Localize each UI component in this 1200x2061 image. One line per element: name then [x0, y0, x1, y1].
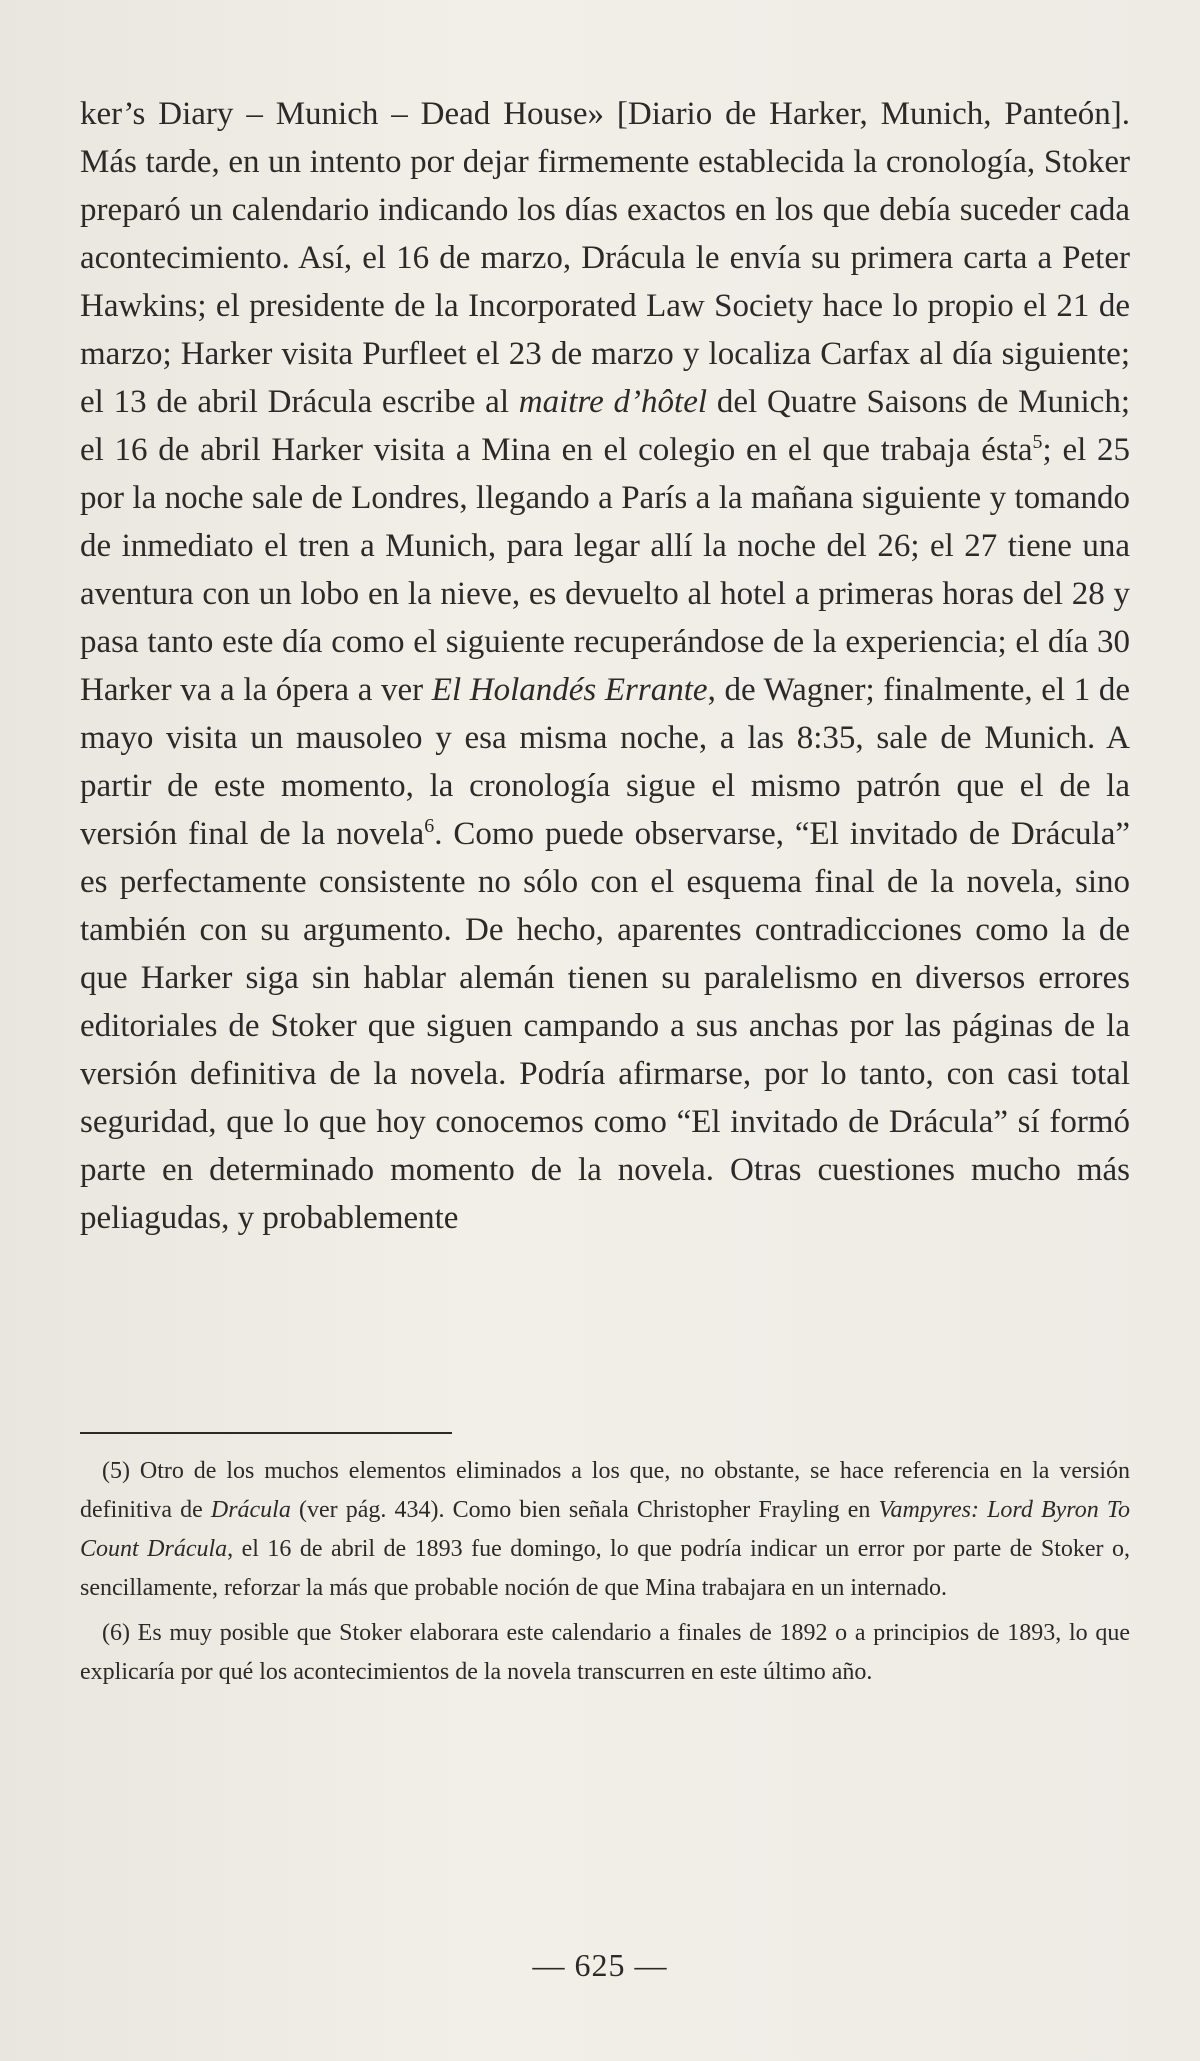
footnote-ref-6: 6	[424, 815, 435, 837]
footnote-6: (6) Es muy posible que Stoker elaborara este calendario a finales de 1892 o a principios de 1893, lo que explicaría por qué los acontecimientos de la novela transcurren en este último año.	[80, 1620, 1130, 1685]
italic-title: Drácula	[210, 1497, 291, 1523]
body-text-segment: . Como puede observarse, “El invitado de Drácula” es perfectamente consistente no sólo con el esquema final de la novela, sino también con su argumento. De hecho, aparentes contradicciones como la de que Harker siga sin hablar alemán tienen su paralelismo en diversos errores editoriales de Stoker que siguen campando a sus anchas por las páginas de la versión definitiva de la novela. Podría afirmarse, por lo tanto, con casi total seguridad, que lo que hoy conocemos como “El invitado de Drácula” sí formó parte en determinado momento de la novela. Otras cuestiones mucho más peliagudas, y probablemente	[80, 816, 1130, 1236]
body-text-segment: , de Wagner; finalmente, el 1 de mayo visita un mausoleo y esa misma noche, a las 8:35, sale de Munich. A partir de este momento, la cronología sigue el mismo patrón que el de la versión final de la novela	[80, 672, 1130, 852]
footnote-text: (ver pág. 434). Como bien señala Christopher Frayling en	[290, 1497, 879, 1523]
footnote-separator	[80, 1432, 452, 1434]
footnote-5	[80, 1452, 1130, 1608]
body-text-segment: ; el 25 por la noche sale de Londres, llegando a París a la mañana siguiente y tomando de inmediato el tren a Munich, para legar allí la noche del 26; el 27 tiene una aventura con un lobo en la nieve, es devuelto al hotel a primeras horas del 28 y pasa tanto este día como el siguiente recuperándose de la experiencia; el día 30 Harker va a la ópera a ver	[80, 432, 1130, 708]
page-number: — 625 —	[532, 1947, 668, 1983]
body-text-segment: ker’s Diary – Munich – Dead House» [Diario de Harker, Munich, Panteón]. Más tarde, en un intento por dejar firmemente establecida la cronología, Stoker preparó un calendario indicando los días exactos en los que debía suceder cada acontecimiento. Así, el 16 de marzo, Drácula le envía su primera carta a Peter Hawkins; el presidente de la Incorporated Law Society hace lo propio el 21 de marzo; Harker visita Purfleet el 23 de marzo y localiza Carfax al día siguiente; el 13 de abril Drácula escribe al	[80, 96, 1130, 420]
footnotes	[80, 1452, 1130, 1698]
footnote-text: (5) Otro de los muchos elementos eliminados a los que, no obstante, se hace referencia en la versión definitiva de	[80, 1458, 1130, 1523]
footnote-ref-5: 5	[1032, 431, 1043, 453]
body-paragraph	[80, 90, 1130, 1242]
footnote-text: , el 16 de abril de 1893 fue domingo, lo que podría indicar un error por parte de Stoker o, sencillamente, reforzar la más que probable noción de que Mina trabajara en un internado.	[80, 1536, 1131, 1601]
italic-title: Vampyres: Lord Byron To Count Drácula	[80, 1497, 1131, 1562]
italic-phrase: maitre d’hôtel	[518, 384, 708, 420]
body-text-segment: del Quatre Saisons de Munich; el 16 de abril Harker visita a Mina en el colegio en el que trabaja ésta	[80, 384, 1130, 468]
italic-title: El Holandés Errante	[431, 672, 708, 708]
